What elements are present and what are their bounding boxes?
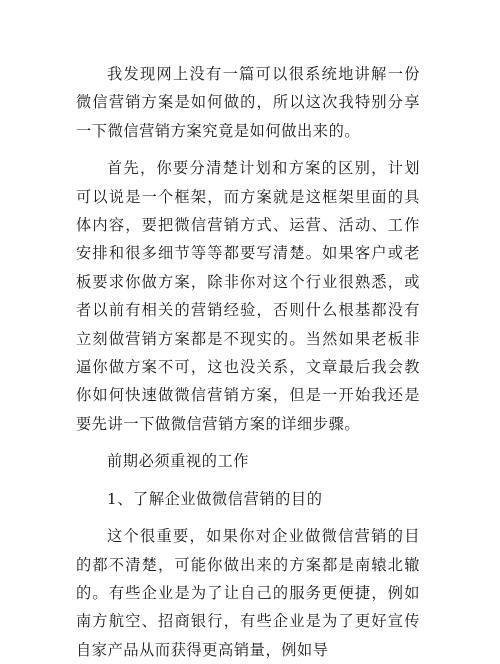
document-body: [76, 60, 420, 664]
purpose-paragraph: 这个很重要，如果你对企业做微信营销的目的都不清楚，可能你做出来的方案都是南辕北辙的。有些企业是为了让自己的服务更便捷，例如南方航空、招商银行，有些企业是为了更好宣传自家产品从而获得更高销量，例如导: [76, 527, 420, 659]
intro-paragraph: 我发现网上没有一篇可以很系统地讲解一份微信营销方案是如何做的，所以这次我特别分享一下微信营销方案究竟是如何做出来的。: [76, 65, 420, 140]
subsection-heading: 1、了解企业做微信营销的目的: [107, 489, 323, 508]
planning-paragraph: 首先，你要分清楚计划和方案的区别，计划可以说是一个框架，而方案就是这框架里面的具体内容，要把微信营销方式、运营、活动、工作安排和很多细节等等都要写清楚。如果客户或老板要求你做方案，除非你对这个行业很熟悉，或者以前有相关的营销经验，否则什么根基都没有立刻做营销方案都是不现实的。当然如果老板非逼你做方案不可，这也没关系，文章最后我会教你如何快速做微信营销方案，但是一开始我还是要先讲一下做微信营销方案的详细步骤。: [76, 159, 420, 433]
section-heading: 前期必须重视的工作: [107, 452, 250, 471]
